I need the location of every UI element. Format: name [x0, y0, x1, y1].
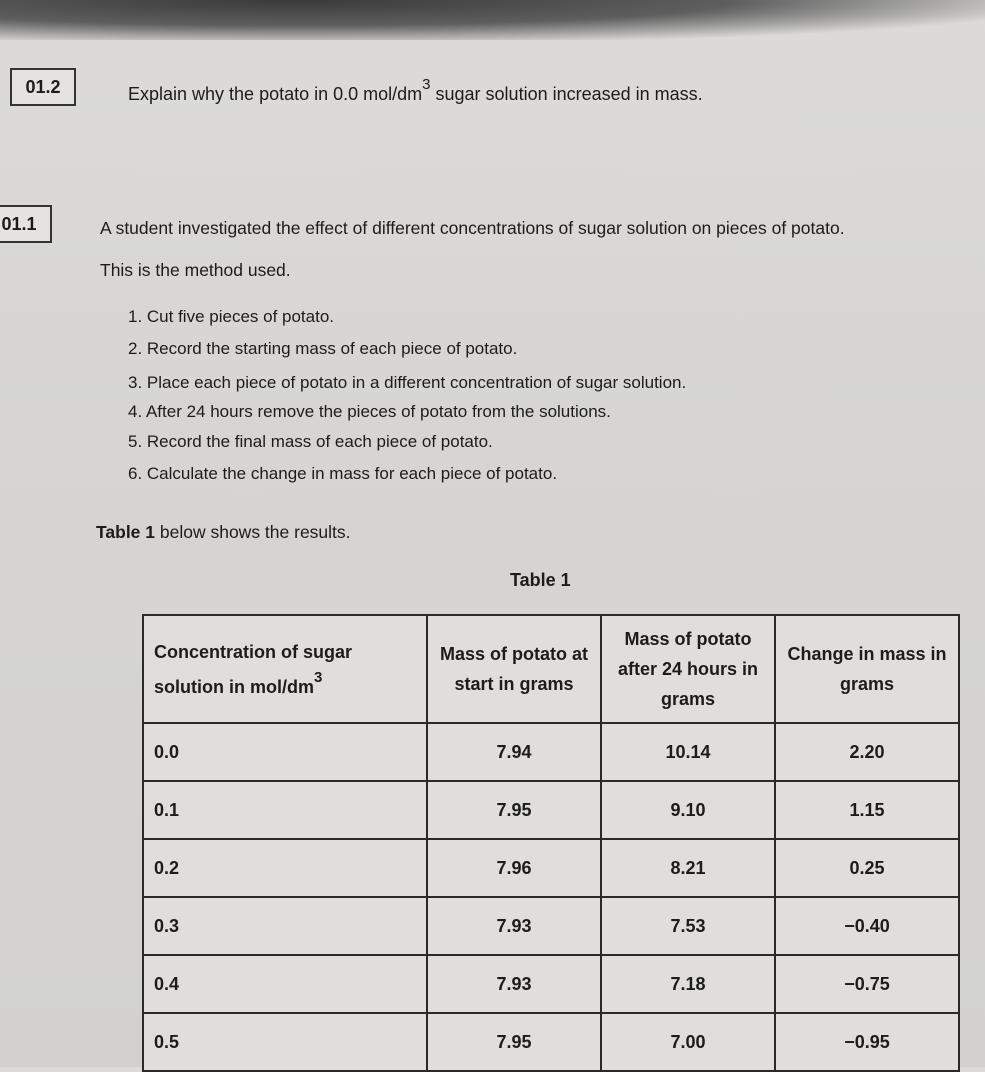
cell-change: −0.95 — [775, 1013, 959, 1071]
table-reference-rest: below shows the results. — [155, 522, 351, 542]
cell-mass-after: 7.18 — [601, 955, 775, 1013]
header-concentration — [143, 615, 427, 723]
question-01-2-superscript: 3 — [422, 76, 431, 93]
cell-concentration: 0.0 — [143, 723, 427, 781]
question-01-2-text-end: sugar solution increased in mass. — [430, 84, 703, 104]
method-intro: This is the method used. — [100, 260, 291, 280]
cell-change: −0.75 — [775, 955, 959, 1013]
method-step-4: 4. After 24 hours remove the pieces of potato from the solutions. — [128, 402, 611, 421]
question-number-01-2: 01.2 — [10, 68, 76, 106]
table-header-row — [143, 615, 959, 723]
table-reference-bold: Table 1 — [96, 522, 156, 542]
question-01-2-text-start: Explain why the potato in 0.0 mol/dm — [128, 84, 423, 104]
method-step-3: 3. Place each piece of potato in a different concentration of sugar solution. — [128, 373, 687, 392]
cell-concentration: 0.4 — [143, 955, 427, 1013]
cell-mass-start: 7.94 — [427, 723, 601, 781]
table-row — [143, 781, 959, 839]
cell-concentration: 0.3 — [143, 897, 427, 955]
cell-mass-start: 7.93 — [427, 955, 601, 1013]
cell-mass-start: 7.96 — [427, 839, 601, 897]
method-step-6: 6. Calculate the change in mass for each piece of potato. — [128, 464, 558, 483]
cell-change: 2.20 — [775, 723, 959, 781]
cell-concentration: 0.1 — [143, 781, 427, 839]
table-row — [143, 955, 959, 1013]
method-step-5: 5. Record the final mass of each piece of potato. — [128, 432, 493, 451]
cell-mass-after: 7.53 — [601, 897, 775, 955]
cell-mass-start: 7.95 — [427, 1013, 601, 1071]
cell-mass-start: 7.95 — [427, 781, 601, 839]
cell-change: −0.40 — [775, 897, 959, 955]
cell-mass-after: 10.14 — [601, 723, 775, 781]
header-change-in-mass: Change in mass in grams — [775, 615, 959, 723]
method-step-1: 1. Cut five pieces of potato. — [128, 307, 335, 326]
header-concentration-line1: Concentration of sugar — [154, 641, 353, 662]
table-reference — [96, 522, 351, 543]
header-mass-start: Mass of potato at start in grams — [427, 615, 601, 723]
method-step-2: 2. Record the starting mass of each piece of potato. — [128, 339, 518, 358]
header-concentration-superscript: 3 — [314, 668, 323, 686]
question-number-01-1: 01.1 — [0, 205, 52, 243]
header-concentration-line2: solution in mol/dm — [154, 676, 314, 697]
cell-mass-start: 7.93 — [427, 897, 601, 955]
cell-mass-after: 7.00 — [601, 1013, 775, 1071]
results-table — [142, 614, 960, 1072]
cell-mass-after: 9.10 — [601, 781, 775, 839]
cell-concentration: 0.2 — [143, 839, 427, 897]
cell-change: 1.15 — [775, 781, 959, 839]
table-row — [143, 1013, 959, 1071]
table-row — [143, 839, 959, 897]
question-01-2-text — [128, 76, 703, 105]
cell-mass-after: 8.21 — [601, 839, 775, 897]
table-row — [143, 723, 959, 781]
table-row — [143, 897, 959, 955]
question-01-1-intro: A student investigated the effect of different concentrations of sugar solution on pieces of potato. — [100, 218, 845, 238]
header-mass-after: Mass of potato after 24 hours in grams — [601, 615, 775, 723]
page-shadow — [0, 0, 985, 40]
cell-concentration: 0.5 — [143, 1013, 427, 1071]
cell-change: 0.25 — [775, 839, 959, 897]
table-title: Table 1 — [510, 570, 571, 590]
